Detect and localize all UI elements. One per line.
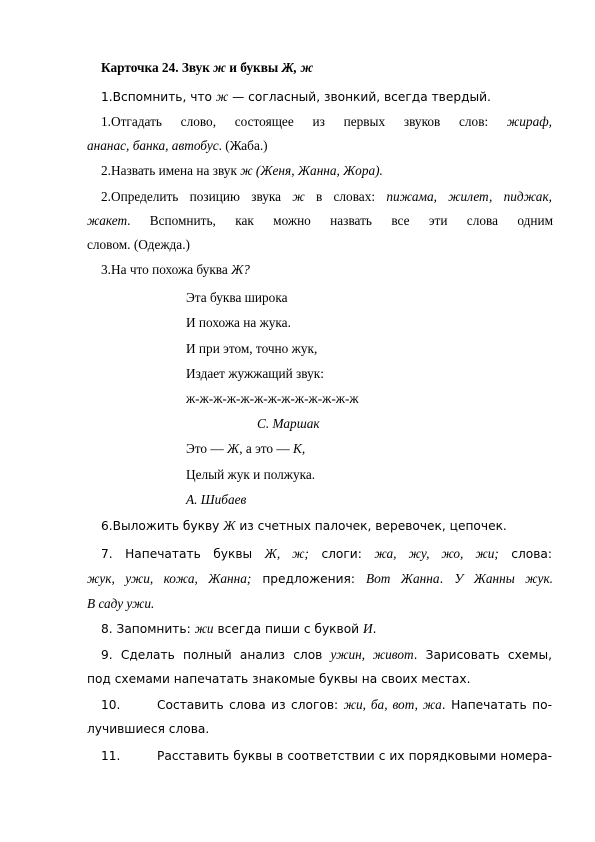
item-text: . Зарисовать схемы, xyxy=(413,648,552,662)
item-text: Отгадать слово, состоящее из первых звуков слов: xyxy=(110,114,507,129)
item-11-line-1: Расставить буквы в соответствии с их порядковыми номера- xyxy=(157,749,552,763)
item-text: из счетных палочек, веревочек, цепочек. xyxy=(235,519,507,533)
item-text: — согласный, звонкий, всегда твердый. xyxy=(228,90,491,104)
item-1 xyxy=(101,89,567,105)
item-emphasis: У Жанны жук. xyxy=(454,571,553,586)
poem-line-4: Издает жужжащий звук: xyxy=(186,366,324,381)
item-9-line-2: под схемами напечатать знакомые буквы на своих местах. xyxy=(87,672,471,686)
item-text: Вспомнить, что xyxy=(112,90,216,104)
item-2b-line-1 xyxy=(101,189,552,205)
item-number: 3. xyxy=(101,262,111,277)
item-text: 9. Сделать полный анализ слов xyxy=(101,648,331,662)
item-emphasis: Ж, ж; xyxy=(264,546,309,561)
item-text: . xyxy=(372,622,377,636)
item-text: . Напечатать по- xyxy=(441,698,552,712)
title-sound: ж xyxy=(213,60,226,75)
item-1b-line-2 xyxy=(87,138,553,154)
title-text: Карточка 24. Звук xyxy=(101,60,214,75)
item-text: Назвать имена на звук xyxy=(110,163,241,178)
item-number: 1. xyxy=(101,114,111,129)
item-7-line-2 xyxy=(87,571,553,587)
item-number: 2. xyxy=(101,163,111,178)
item-text: 7. Напечатать буквы xyxy=(101,547,265,561)
item-text: слоги: xyxy=(308,547,375,561)
item-emphasis: Вот Жанна xyxy=(365,571,440,586)
item-9-line-1 xyxy=(101,647,552,663)
item-emphasis: ж xyxy=(292,189,305,204)
item-emphasis: ужин, живот xyxy=(330,647,414,662)
item-7-line-1 xyxy=(101,546,552,562)
item-10-line-2: лучившиеся слова. xyxy=(87,722,210,736)
item-text: . xyxy=(439,572,455,586)
item-3 xyxy=(101,262,567,278)
item-emphasis: жук, ужи, кожа, Жанна; xyxy=(87,571,252,586)
item-emphasis: жи, ба, вот, жа xyxy=(343,697,442,712)
item-text: . (Жаба.) xyxy=(218,138,268,153)
item-2b-line-2 xyxy=(87,213,553,229)
item-text: На что похожа буква xyxy=(110,262,232,277)
item-emphasis: жираф, xyxy=(506,114,552,129)
poem-author-2: А. Шибаев xyxy=(186,492,247,507)
poem-text: , а это — xyxy=(239,441,294,456)
item-text: 8. Запомнить: xyxy=(101,622,195,636)
item-10-line-1 xyxy=(157,697,552,713)
poem-line-5: ж-ж-ж-ж-ж-ж-ж-ж-ж-ж-ж-ж-ж xyxy=(186,391,359,406)
title-letters: Ж, ж xyxy=(281,60,314,75)
poem-line-3: И при этом, точно жук, xyxy=(186,341,318,356)
item-text: 6.Выложить букву xyxy=(101,519,224,533)
item-text: в словах: xyxy=(304,189,387,204)
item-2b-line-3: словом. (Одежда.) xyxy=(87,237,190,252)
item-emphasis: пижама, жилет, пиджак, xyxy=(386,189,552,204)
item-emphasis: Ж? xyxy=(231,262,250,277)
item-7-line-3: В саду ужи. xyxy=(87,596,155,611)
item-2 xyxy=(101,163,567,179)
poem-line-1: Эта буква широка xyxy=(186,290,288,305)
item-emphasis: И xyxy=(362,621,373,636)
page-title xyxy=(101,60,567,76)
poem-author-1: С. Маршак xyxy=(257,416,320,431)
item-number: 2. xyxy=(101,189,111,204)
item-6 xyxy=(101,518,567,534)
poem-text: Это — xyxy=(186,441,228,456)
item-1b-line-1 xyxy=(101,114,552,130)
item-10-number: 10. xyxy=(101,698,121,712)
item-emphasis: ананас, банка, автобус xyxy=(87,138,219,153)
item-emphasis: ж xyxy=(215,89,229,104)
poem-emphasis: Ж xyxy=(227,441,240,456)
poem-line-2: И похожа на жука. xyxy=(186,315,291,330)
title-text-mid: и буквы xyxy=(225,60,282,75)
poem-line-7: Целый жук и полжука. xyxy=(186,467,316,482)
poem-line-6 xyxy=(186,441,546,457)
item-11-number: 11. xyxy=(101,749,121,763)
item-8 xyxy=(101,621,567,637)
item-text: всегда пиши с буквой xyxy=(213,622,363,636)
item-emphasis: жи xyxy=(194,621,214,636)
item-text: Составить слова из слогов: xyxy=(157,698,344,712)
item-text: Определить позицию звука xyxy=(110,189,293,204)
item-number: 1. xyxy=(101,90,113,104)
item-text: предложения: xyxy=(251,572,366,586)
poem-emphasis: К, xyxy=(293,441,306,456)
item-emphasis: жакет xyxy=(87,213,128,228)
item-emphasis: ж (Женя, Жанна, Жора). xyxy=(240,163,383,178)
item-text: слова: xyxy=(498,547,552,561)
item-text: . Вспомнить, как можно назвать все эти слова одним xyxy=(127,213,553,228)
item-emphasis: Ж xyxy=(223,518,236,533)
item-emphasis: жа, жу, жо, жи; xyxy=(374,546,499,561)
